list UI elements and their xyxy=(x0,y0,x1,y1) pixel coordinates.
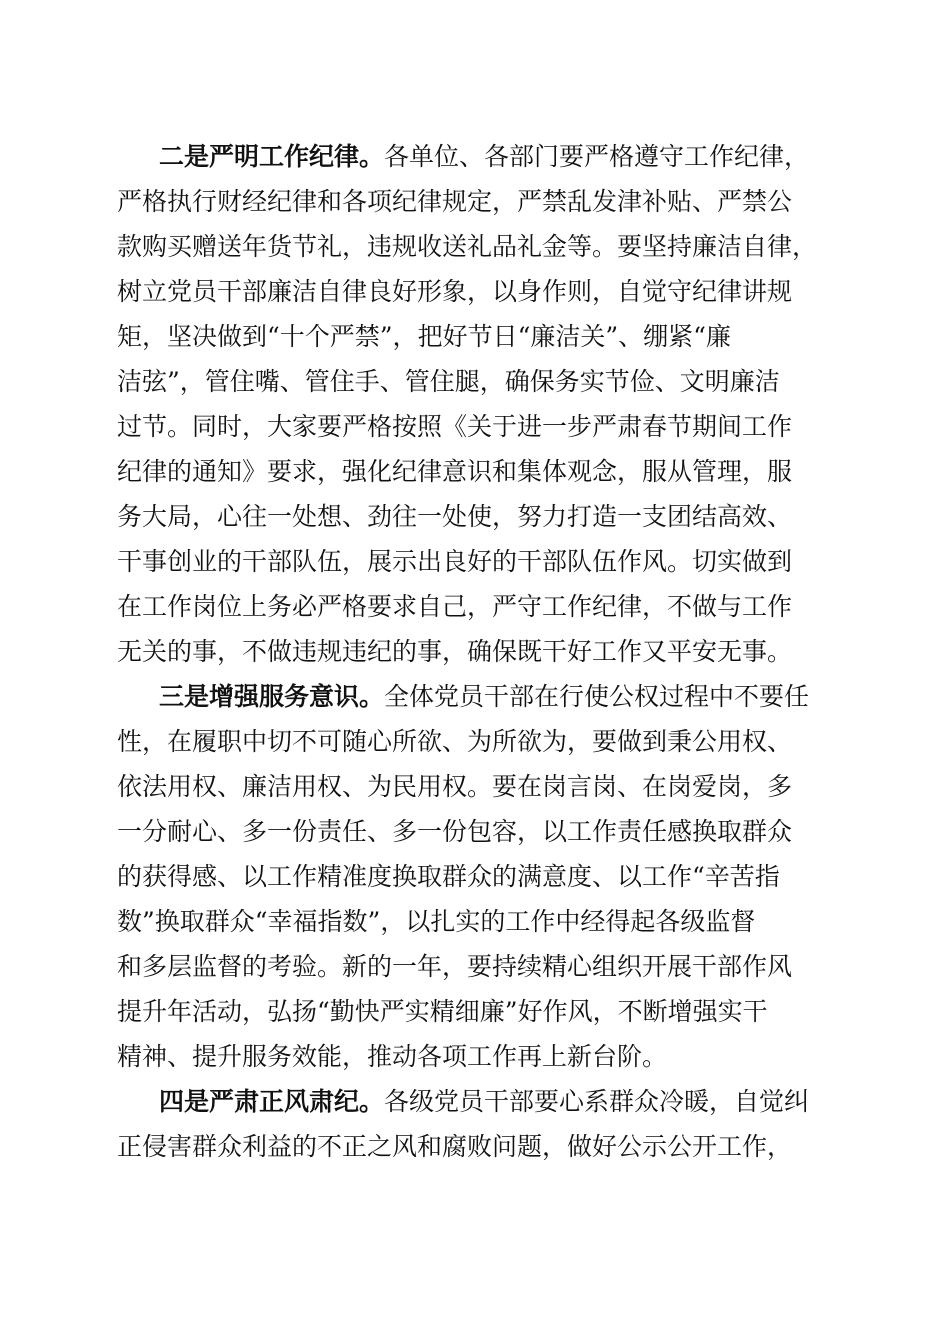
paragraph-line: 纪律的通知》要求，强化纪律意识和集体观念，服从管理，服 xyxy=(117,457,793,486)
paragraph-line: 务大局，心往一处想、劲往一处使，努力打造一支团结高效、 xyxy=(117,502,793,531)
paragraph-first-line xyxy=(117,134,833,179)
paragraph-first-line xyxy=(117,674,833,719)
paragraph-line: 和多层监督的考验。新的一年，要持续精心组织开展干部作风 xyxy=(117,952,793,981)
paragraph-text: 全体党员干部在行使公权过程中不要任 xyxy=(384,682,810,711)
paragraph-text: 各单位、各部门要严格遵守工作纪律， xyxy=(384,142,810,171)
paragraph-service-awareness xyxy=(117,674,833,1079)
paragraph-line: 矩，坚决做到“十个严禁”，把好节日“廉洁关”、绷紧“廉 xyxy=(117,322,731,351)
paragraph-line: 正侵害群众利益的不正之风和腐败问题，做好公示公开工作， xyxy=(117,1132,793,1161)
paragraph-line: 款购买赠送年货节礼，违规收送礼品礼金等。要坚持廉洁自律， xyxy=(117,232,818,261)
paragraph-first-line xyxy=(117,1079,833,1124)
paragraph-line: 洁弦”，管住嘴、管住手、管住腿，确保务实节俭、文明廉洁 xyxy=(117,367,780,396)
paragraph-heading: 二是严明工作纪律。 xyxy=(159,142,385,171)
paragraph-line: 过节。同时，大家要严格按照《关于进一步严肃春节期间工作 xyxy=(117,412,793,441)
paragraph-heading: 三是增强服务意识。 xyxy=(159,682,385,711)
paragraph-line: 树立党员干部廉洁自律良好形象，以身作则，自觉守纪律讲规 xyxy=(117,277,793,306)
document-body xyxy=(117,134,833,1169)
paragraph-text: 各级党员干部要心系群众冷暖，自觉纠 xyxy=(384,1087,810,1116)
paragraph-line: 严格执行财经纪律和各项纪律规定，严禁乱发津补贴、严禁公 xyxy=(117,187,793,216)
paragraph-line: 依法用权、廉洁用权、为民用权。要在岗言岗、在岗爱岗，多 xyxy=(117,772,793,801)
paragraph-integrity xyxy=(117,1079,833,1169)
paragraph-line: 的获得感、以工作精准度换取群众的满意度、以工作“辛苦指 xyxy=(117,862,780,891)
paragraph-line: 一分耐心、多一份责任、多一份包容，以工作责任感换取群众 xyxy=(117,817,793,846)
paragraph-heading: 四是严肃正风肃纪。 xyxy=(159,1087,385,1116)
paragraph-work-discipline xyxy=(117,134,833,674)
paragraph-line: 提升年活动，弘扬“勤快严实精细廉”好作风，不断增强实干 xyxy=(117,997,768,1026)
paragraph-line: 性，在履职中切不可随心所欲、为所欲为，要做到秉公用权、 xyxy=(117,727,793,756)
paragraph-line: 精神、提升服务效能，推动各项工作再上新台阶。 xyxy=(117,1042,668,1071)
paragraph-line: 无关的事，不做违规违纪的事，确保既干好工作又平安无事。 xyxy=(117,637,793,666)
paragraph-line: 数”换取群众“幸福指数”，以扎实的工作中经得起各级监督 xyxy=(117,907,756,936)
paragraph-line: 在工作岗位上务必严格要求自己，严守工作纪律，不做与工作 xyxy=(117,592,793,621)
paragraph-line: 干事创业的干部队伍，展示出良好的干部队伍作风。切实做到 xyxy=(117,547,793,576)
